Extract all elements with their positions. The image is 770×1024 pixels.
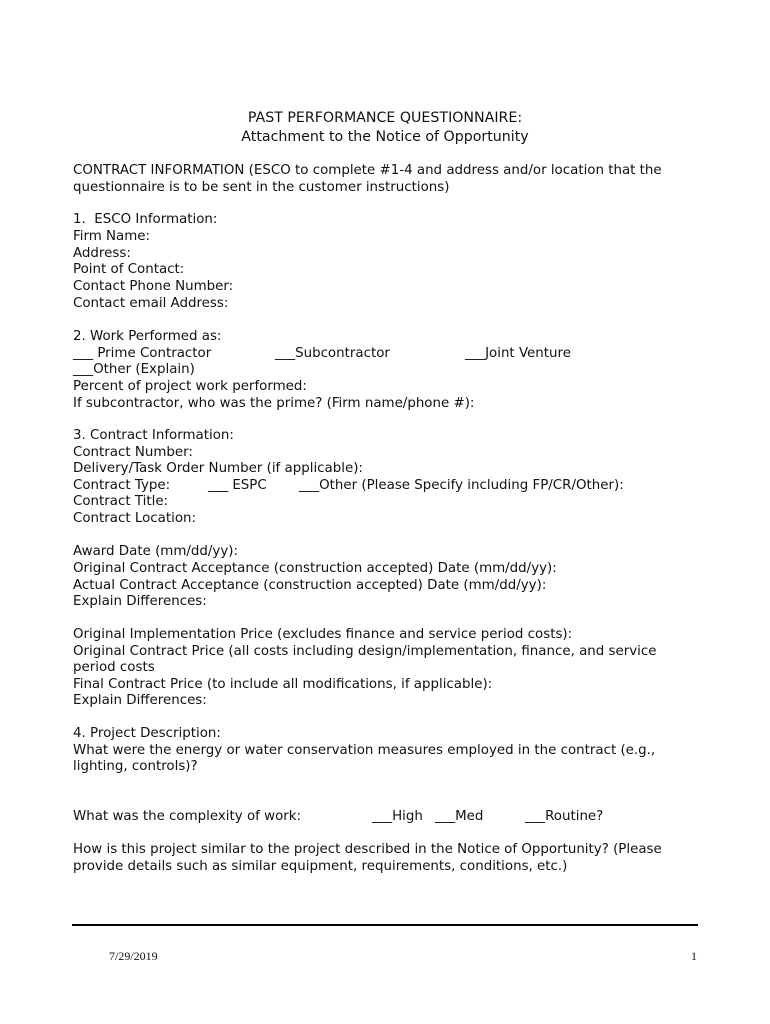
firm-name-label: Firm Name: <box>73 229 151 244</box>
section1-heading: 1. ESCO Information: <box>73 212 218 227</box>
document-title: PAST PERFORMANCE QUESTIONNAIRE: <box>247 110 523 126</box>
conservation-measures-question-line1: What were the energy or water conservation measures employed in the contract (e.g., <box>73 743 656 758</box>
similarity-question-line2: provide details such as similar equipment, requirements, conditions, etc.) <box>73 859 568 874</box>
original-implementation-price-label: Original Implementation Price (excludes finance and service period costs): <box>73 627 573 642</box>
section2-heading: 2. Work Performed as: <box>73 329 222 344</box>
point-of-contact-label: Point of Contact: <box>73 262 185 277</box>
delivery-order-label: Delivery/Task Order Number (if applicable): <box>73 461 363 476</box>
contract-number-label: Contract Number: <box>73 445 193 460</box>
contract-info-intro-line2: questionnaire is to be sent in the customer instructions) <box>73 180 450 195</box>
contract-location-label: Contract Location: <box>73 511 197 526</box>
explain-differences-dates-label: Explain Differences: <box>73 594 207 609</box>
original-contract-price-line1: Original Contract Price (all costs including design/implementation, finance, and service <box>73 644 657 659</box>
contact-email-label: Contact email Address: <box>73 296 229 311</box>
similarity-question-line1: How is this project similar to the project described in the Notice of Opportunity? (Please <box>73 842 662 857</box>
contract-info-intro-line1: CONTRACT INFORMATION (ESCO to complete #1-4 and address and/or location that the <box>73 163 662 178</box>
conservation-measures-question-line2: lighting, controls)? <box>73 759 198 774</box>
actual-acceptance-date-label: Actual Contract Acceptance (construction accepted) Date (mm/dd/yy): <box>73 578 547 593</box>
complexity-med-option: ___Med <box>435 809 484 824</box>
contract-title-label: Contract Title: <box>73 494 169 509</box>
address-label: Address: <box>73 246 131 261</box>
section4-heading: 4. Project Description: <box>73 726 221 741</box>
footer-divider <box>72 924 698 926</box>
footer-date: 7/29/2019 <box>109 949 158 963</box>
percent-work-label: Percent of project work performed: <box>73 379 307 394</box>
complexity-routine-option: ___Routine? <box>525 809 604 824</box>
complexity-label: What was the complexity of work: <box>73 809 302 824</box>
page-number: 1 <box>691 949 697 963</box>
explain-differences-price-label: Explain Differences: <box>73 693 207 708</box>
other-option: ___Other (Explain) <box>73 362 195 377</box>
section3-heading: 3. Contract Information: <box>73 428 234 443</box>
contact-phone-label: Contact Phone Number: <box>73 279 234 294</box>
original-acceptance-date-label: Original Contract Acceptance (construction accepted) Date (mm/dd/yy): <box>73 561 557 576</box>
complexity-high-option: ___High <box>372 809 423 824</box>
contract-type-label: Contract Type: <box>73 478 171 493</box>
final-contract-price-label: Final Contract Price (to include all modifications, if applicable): <box>73 677 493 692</box>
prime-question-label: If subcontractor, who was the prime? (Firm name/phone #): <box>73 396 475 411</box>
prime-contractor-option: ___ Prime Contractor <box>73 346 212 361</box>
subcontractor-option: ___Subcontractor <box>275 346 390 361</box>
contract-type-other-option: ___Other (Please Specify including FP/CR/Other): <box>299 478 624 493</box>
joint-venture-option: ___Joint Venture <box>465 346 571 361</box>
document-subtitle: Attachment to the Notice of Opportunity <box>241 129 529 145</box>
contract-type-espc-option: ___ ESPC <box>208 478 267 493</box>
original-contract-price-line2: period costs <box>73 660 155 675</box>
award-date-label: Award Date (mm/dd/yy): <box>73 544 238 559</box>
